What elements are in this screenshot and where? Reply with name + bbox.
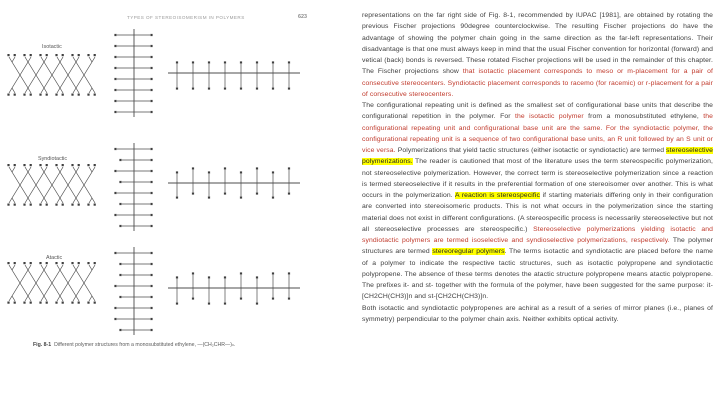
atactic-horizontal-fischer xyxy=(168,272,300,304)
right-page xyxy=(356,0,720,404)
isotactic-vertical-fischer xyxy=(114,29,152,117)
text-segment: representations on the far right side of Fig. 8-1, recommended by IUPAC [1981], are obtained by rotating the previous Fischer projections 90degree counterclockwise. The resulting Fischer projections do have the advantage of showing the polymer chain going in the same direction as the far-left representations. Their disadvantage is that one must always keep in mind that the usual Fischer convention for horizontal (forward) and vetical (back) bonds is reversed. These rotated Fischer projections will be used in the remainder of this chapter. The Fischer projections show xyxy=(362,12,713,76)
figure-label-isotactic: Isotactic xyxy=(42,44,62,50)
syndiotactic-vertical-fischer xyxy=(114,143,152,231)
text-segment: if starting materials differing only in their configuration are converted into stereoisomeric products. This is not what occurs in the polymerization since the starting material does not exist in different configurations. (A stereospecific process is necessarily stereoselective but not all stereoselective processes are stereospecific.) xyxy=(362,192,713,233)
text-segment: the configurational repeating unit and configurational base unit are the same. For the syndiotactic polymer, the configurational repeating unit is a sequence of two configurational base units, an R unit followed by an S unit or vice versa. xyxy=(362,113,713,154)
text-segment: the isotactic polymer xyxy=(514,113,584,121)
figure-caption xyxy=(33,342,323,348)
left-page xyxy=(0,0,356,404)
text-segment: from a monosubstituted ethylene, xyxy=(583,113,704,121)
text-segment: stereoselective polymerizations. xyxy=(362,147,713,166)
text-segment: The configurational repeating unit is defined as the smallest set of configurational base units that describe the configurational repetition in the polymer. For xyxy=(362,102,713,121)
syndiotactic-zigzag-structure xyxy=(7,164,95,206)
syndiotactic-horizontal-fischer xyxy=(168,167,300,198)
figure-label-atactic: Atactic xyxy=(46,255,63,261)
text-segment: . The terms isotactic and syndiotactic are placed before the name of a polymer to indicate the respective tactic structures, such as isotactic polypropene and syndiotactic polypropene. The absence of these terms denotes the atactic structure polypropene means atactic polypropene. The prefixes it- and st- together with the formula of the polymer, have been suggested for the same purpose: it-[CH2CH(CH3)]n and st-[CH2CH(CH3)]n. xyxy=(362,248,713,301)
running-header: TYPES OF STEREOISOMERISM IN POLYMERS xyxy=(127,15,245,20)
text-segment: A reaction is stereospecific xyxy=(454,192,540,199)
text-segment: Both isotactic and syndiotactic polypropenes are achiral as a result of a series of mirror planes (i.e., planes of symmetry) perpendicular to the polymer chain axis. Neither exhibits optical activity. xyxy=(362,304,713,323)
atactic-vertical-fischer xyxy=(114,247,152,335)
paragraph xyxy=(362,10,713,100)
text-segment: Polymerizations that yield tactic structures (either isotactic or syndiotactic) are termed xyxy=(395,147,667,154)
page-number: 623 xyxy=(298,14,307,20)
isotactic-horizontal-fischer xyxy=(168,61,300,89)
body-text xyxy=(362,10,713,325)
figure-label-syndiotactic: Syndiotactic xyxy=(38,156,68,162)
figure-caption-label: Fig. 8-1 xyxy=(33,342,52,348)
figure-caption-text: Different polymer structures from a monosubstituted ethylene, —(CH₂CHR—)ₙ. xyxy=(54,342,236,348)
atactic-zigzag-structure xyxy=(7,262,95,304)
paragraph xyxy=(362,100,713,303)
paragraph xyxy=(362,303,713,326)
text-segment: Stereoselective polymerizations yielding isotactic and syndiotactic polymers are termed isoselective and syndioselective polymerizations, respectively. xyxy=(362,225,713,244)
text-segment: that isotactic placement corresponds to meso or m-placement for a pair of consecutive stereocenters. Syndiotactic placement corresponds to racemo (for racemic) or r-placement for a pair of consecutive stereocenters. xyxy=(362,68,713,98)
text-segment: The reader is cautioned that most of the literature uses the term stereospecific polymerization, not stereoselective polymerization. However, the correct term is stereoselective polymerization since a reaction is termed stereoselective if it results in the preferential formation of one stereoisomer over another. This is what occurs in the polymerization. xyxy=(362,158,713,199)
isotactic-zigzag-structure xyxy=(7,54,95,96)
text-segment: stereoregular polymers xyxy=(432,248,505,256)
text-segment: The polymer structures are termed xyxy=(362,237,713,256)
